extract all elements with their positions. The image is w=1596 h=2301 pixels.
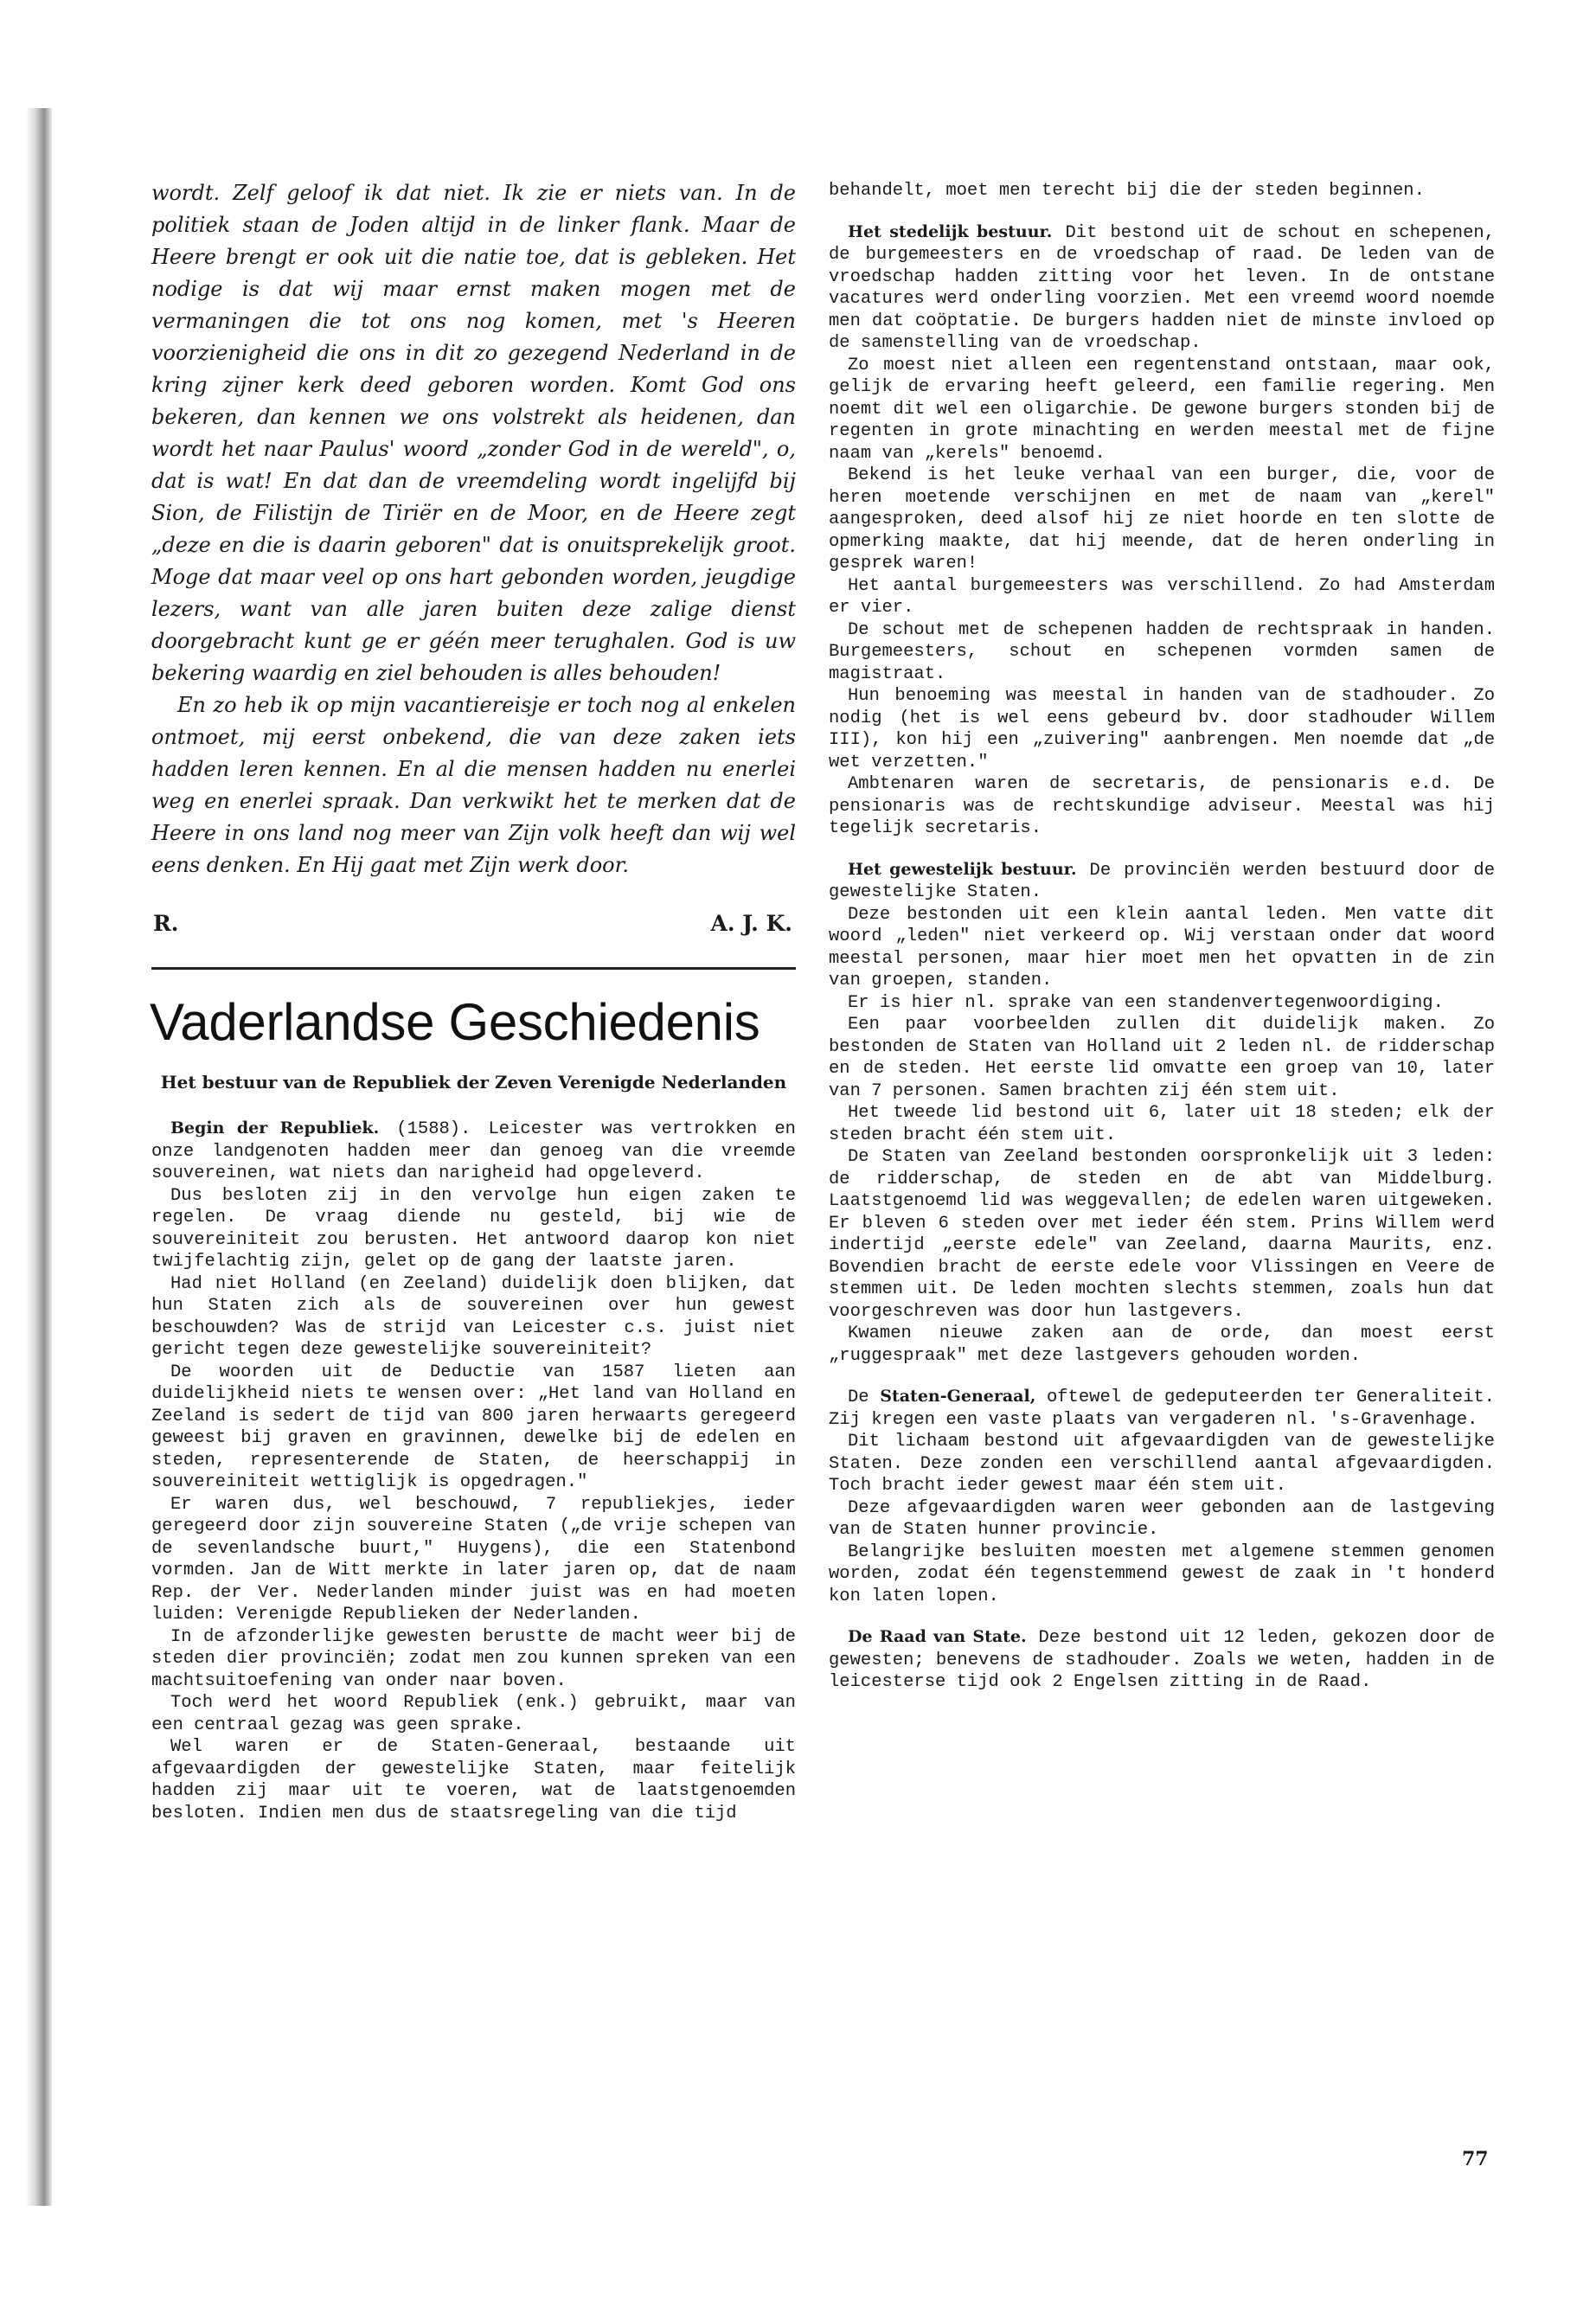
paragraph: Hun benoeming was meestal in handen van de stadhouder. Zo nodig (het is wel eens gebeurd bv. door stadhouder Willem III), kon hij een „zuivering" aanbrengen. Men noemde dat „de wet verzetten." (829, 686, 1495, 772)
paragraph: Er is hier nl. sprake van een standenvertegenwoordiging. (848, 992, 1444, 1013)
paragraph: Deze afgevaardigden waren weer gebonden aan de lastgeving van de Staten hunner provincie. (829, 1497, 1495, 1540)
lead-staten-generaal: Staten-Generaal, (880, 1387, 1036, 1406)
scan-binding-edge (26, 108, 52, 2206)
paragraph: In de afzonderlijke gewesten berustte de macht weer bij de steden dier provinciën; zodat men zou kunnen spreken van een machtsuitoefening van onder naar boven. (151, 1626, 796, 1691)
paragraph: Dus besloten zij in den vervolge hun eigen zaken te regelen. De vraag diende nu gesteld, bij wie de souvereiniteit zou berusten. Het antwoord daarop kon niet twijfelachtig zijn, gelet op de gang der laatste jaren. (151, 1185, 796, 1272)
article-heading: Vaderlandse Geschiedenis (150, 993, 760, 1051)
article-subheading: Het bestuur van de Republiek der Zeven Verenigde Nederlanden (160, 1072, 787, 1093)
paragraph (829, 859, 1495, 904)
lead-stedelijk-bestuur: Het stedelijk bestuur. (848, 221, 1053, 241)
paragraph-text: Deze bestond uit 12 leden, gekozen door de gewesten; benevens de stadhouder. Zoals we weten, hadden in de leicesterse tijd ook 2 Engelsen zitting in de Raad. (829, 1628, 1496, 1692)
section-divider (151, 967, 796, 970)
paragraph-text: De provinciën werden bestuurd door de gewestelijke Staten. (829, 860, 1495, 902)
paragraph: De Staten van Zeeland bestonden oorspronkelijk uit 3 leden: de ridderschap, de steden en de abt van Middelburg. Laatstgenoemd lid was weggevallen; de edelen waren uitgeweken. Er bleven 6 steden over met ieder één stem. Prins Willem werd indertijd „eerste edele" van Zeeland, daarna Maurits, enz. Bovendien bracht de eerste edele voor Vlissingen en Veere de stemmen uit. De leden mochten slechts stemmen, zoals hun dat voorgeschreven was door hun lastgevers. (829, 1147, 1495, 1322)
paragraph-text: (1588). Leicester was vertrokken en onze landgenoten hadden meer dan genoeg van die vreemde souvereinen, wat niets dan narigheid had opgeleverd. (151, 1119, 796, 1183)
paragraph: Zo moest niet alleen een regentenstand ontstaan, maar ook, gelijk de ervaring heeft geleerd, een familie regering. Men noemt dit wel een oligarchie. De gewone burgers stonden bij de regenten in grote minachting en werden meestal met de fijne naam van „kerels" benoemd. (829, 355, 1495, 464)
paragraph: Ambtenaren waren de secretaris, de pensionaris e.d. De pensionaris was de rechtskundige adviseur. Meestal was hij tegelijk secretaris. (829, 774, 1495, 838)
paragraph (829, 1386, 1495, 1431)
paragraph-text: Dit bestond uit de schout en schepenen, de burgemeesters en de vroedschap of raad. De leden van de vroedschap hadden zitting voor het leven. In de ontstane vacatures werd onderling voorzien. Met een vreemd woord noemde men dat coöptatie. De burgers hadden niet de minste invloed op de samenstelling van de vroedschap. (829, 222, 1495, 353)
article-body-left (151, 1118, 796, 1824)
paragraph-continuation: behandelt, moet men terecht bij die der steden beginnen. (829, 181, 1425, 201)
lead-begin-der-republiek: Begin der Republiek. (170, 1118, 380, 1138)
paragraph: Bekend is het leuke verhaal van een burger, die, voor de heren moetende verschijnen en met de naam van „kerel" aangesproken, deed alsof hij ze niet hoorde en ten slotte de opmerking maakte, dat hij meende, dat de heren onderling in gesprek waren! (829, 465, 1495, 574)
paragraph: Toch werd het woord Republiek (enk.) gebruikt, maar van een centraal gezag was geen sprake. (151, 1693, 796, 1735)
paragraph: Er waren dus, wel beschouwd, 7 republiekjes, ieder geregeerd door zijn souvereine Staten („de vrije schepen van de sevenlandsche buurt," Huygens), die een Statenbond vormden. Jan de Witt merkte in later jaren op, dat de naam Rep. der Ver. Nederlanden minder juist was en had moeten luiden: Verenigde Republieken der Nederlanden. (151, 1494, 796, 1625)
paragraph: Wel waren er de Staten-Generaal, bestaande uit afgevaardigden der gewestelijke Staten, maar feitelijk hadden zij maar uit te voeren, wat de laatstgenoemden besloten. Indien men dus de staatsregeling van die tijd (151, 1737, 796, 1823)
paragraph: Belangrijke besluiten moesten met algemene stemmen genomen worden, zodat één tegenstemmend gewest de zaak in 't honderd kon laten lopen. (829, 1541, 1495, 1606)
lead-gewestelijk-bestuur: Het gewestelijk bestuur. (848, 859, 1077, 879)
italic-closing-text (151, 177, 796, 881)
paragraph-text: oftewel de gedeputeerden ter Generaliteit. Zij kregen een vaste plaats van vergaderen nl. 's-Gravenhage. (829, 1388, 1495, 1430)
signature-right: A. J. K. (710, 911, 792, 936)
paragraph-intro: De (848, 1388, 869, 1407)
right-column (829, 180, 1495, 1694)
paragraph (829, 1626, 1495, 1694)
paragraph: Dit lichaam bestond uit afgevaardigden van de gewestelijke Staten. Deze zonden een verschillend aantal afgevaardigden. Toch bracht ieder gewest maar één stem uit. (829, 1432, 1495, 1496)
italic-paragraph: wordt. Zelf geloof ik dat niet. Ik zie er niets van. In de politiek staan de Joden altijd in de linker flank. Maar de Heere brengt er ook uit die natie toe, dat is gebleken. Het nodige is dat wij maar ernst maken mogen met de vermaningen die tot ons nog komen, met 's Heeren voorzienigheid die ons in dit zo gezegend Nederland in de kring zijner kerk deed geboren worden. Komt God ons bekeren, dan kennen we ons volstrekt als heidenen, dan wordt het naar Paulus' woord „zonder God in de wereld", o, dat is wat! En dat dan de vreemdeling wordt ingelijfd bij Sion, de Filistijn de Tiriër en de Moor, en de Heere zegt „deze en die is daarin geboren" dat is onuitsprekelijk groot. Moge dat maar veel op ons hart gebonden worden, jeugdige lezers, want van alle jaren buiten deze zalige dienst doorgebracht kunt ge er géén meer terughalen. God is uw bekering waardig en ziel behouden is alles behouden! (151, 181, 796, 685)
italic-paragraph: En zo heb ik op mijn vacantiereisje er toch nog al enkelen ontmoet, mij eerst onbekend, die van deze zaken iets hadden leren kennen. En al die mensen hadden nu enerlei weg en enerlei spraak. Dan verkwikt het te merken dat de Heere in ons land nog meer van Zijn volk heeft dan wij wel eens denken. En Hij gaat met Zijn werk door. (151, 693, 796, 877)
paragraph: Had niet Holland (en Zeeland) duidelijk doen blijken, dat hun Staten zich als de souvereinen over hun gewest beschouwden? Was de strijd van Leicester c.s. juist niet gericht tegen deze gewestelijke souvereiniteit? (151, 1273, 796, 1360)
paragraph: Een paar voorbeelden zullen dit duidelijk maken. Zo bestonden de Staten van Holland uit 2 leden nl. de ridderschap en de steden. Het eerste lid omvatte een groep van 10, later van 7 personen. Samen brachten zij één stem uit. (829, 1015, 1495, 1101)
paragraph: Het tweede lid bestond uit 6, later uit 18 steden; elk der steden bracht één stem uit. (829, 1103, 1495, 1145)
page-number: 77 (1462, 2148, 1489, 2170)
paragraph: Deze bestonden uit een klein aantal leden. Men vatte dit woord „leden" niet verkeerd op. Wij verstaan onder dat woord meestal personen, maar hier moet men het opvatten in de zin van groepen, standen. (829, 904, 1495, 990)
signature-line (151, 911, 796, 936)
signature-left: R. (153, 911, 179, 936)
lead-raad-van-state: De Raad van State. (848, 1627, 1027, 1646)
paragraph: Kwamen nieuwe zaken aan de orde, dan moest eerst „ruggespraak" met deze lastgevers gehouden worden. (829, 1324, 1495, 1366)
paragraph: De woorden uit de Deductie van 1587 lieten aan duidelijkheid niets te wensen over: „Het land van Holland en Zeeland is sedert de tijd van 800 jaren herwaarts geregeerd geweest bij graven en gravinnen, dewelke bij de edelen en steden, representerende de Staten, de heerschappij in souvereiniteit wettiglijk is opgedragen." (151, 1362, 796, 1492)
paragraph: Het aantal burgemeesters was verschillend. Zo had Amsterdam er vier. (829, 575, 1495, 618)
paragraph (151, 1118, 796, 1185)
paragraph: De schout met de schepenen hadden de rechtspraak in handen. Burgemeesters, schout en schepenen vormden samen de magistraat. (829, 619, 1495, 684)
paragraph (829, 221, 1495, 355)
left-column (151, 177, 796, 1824)
